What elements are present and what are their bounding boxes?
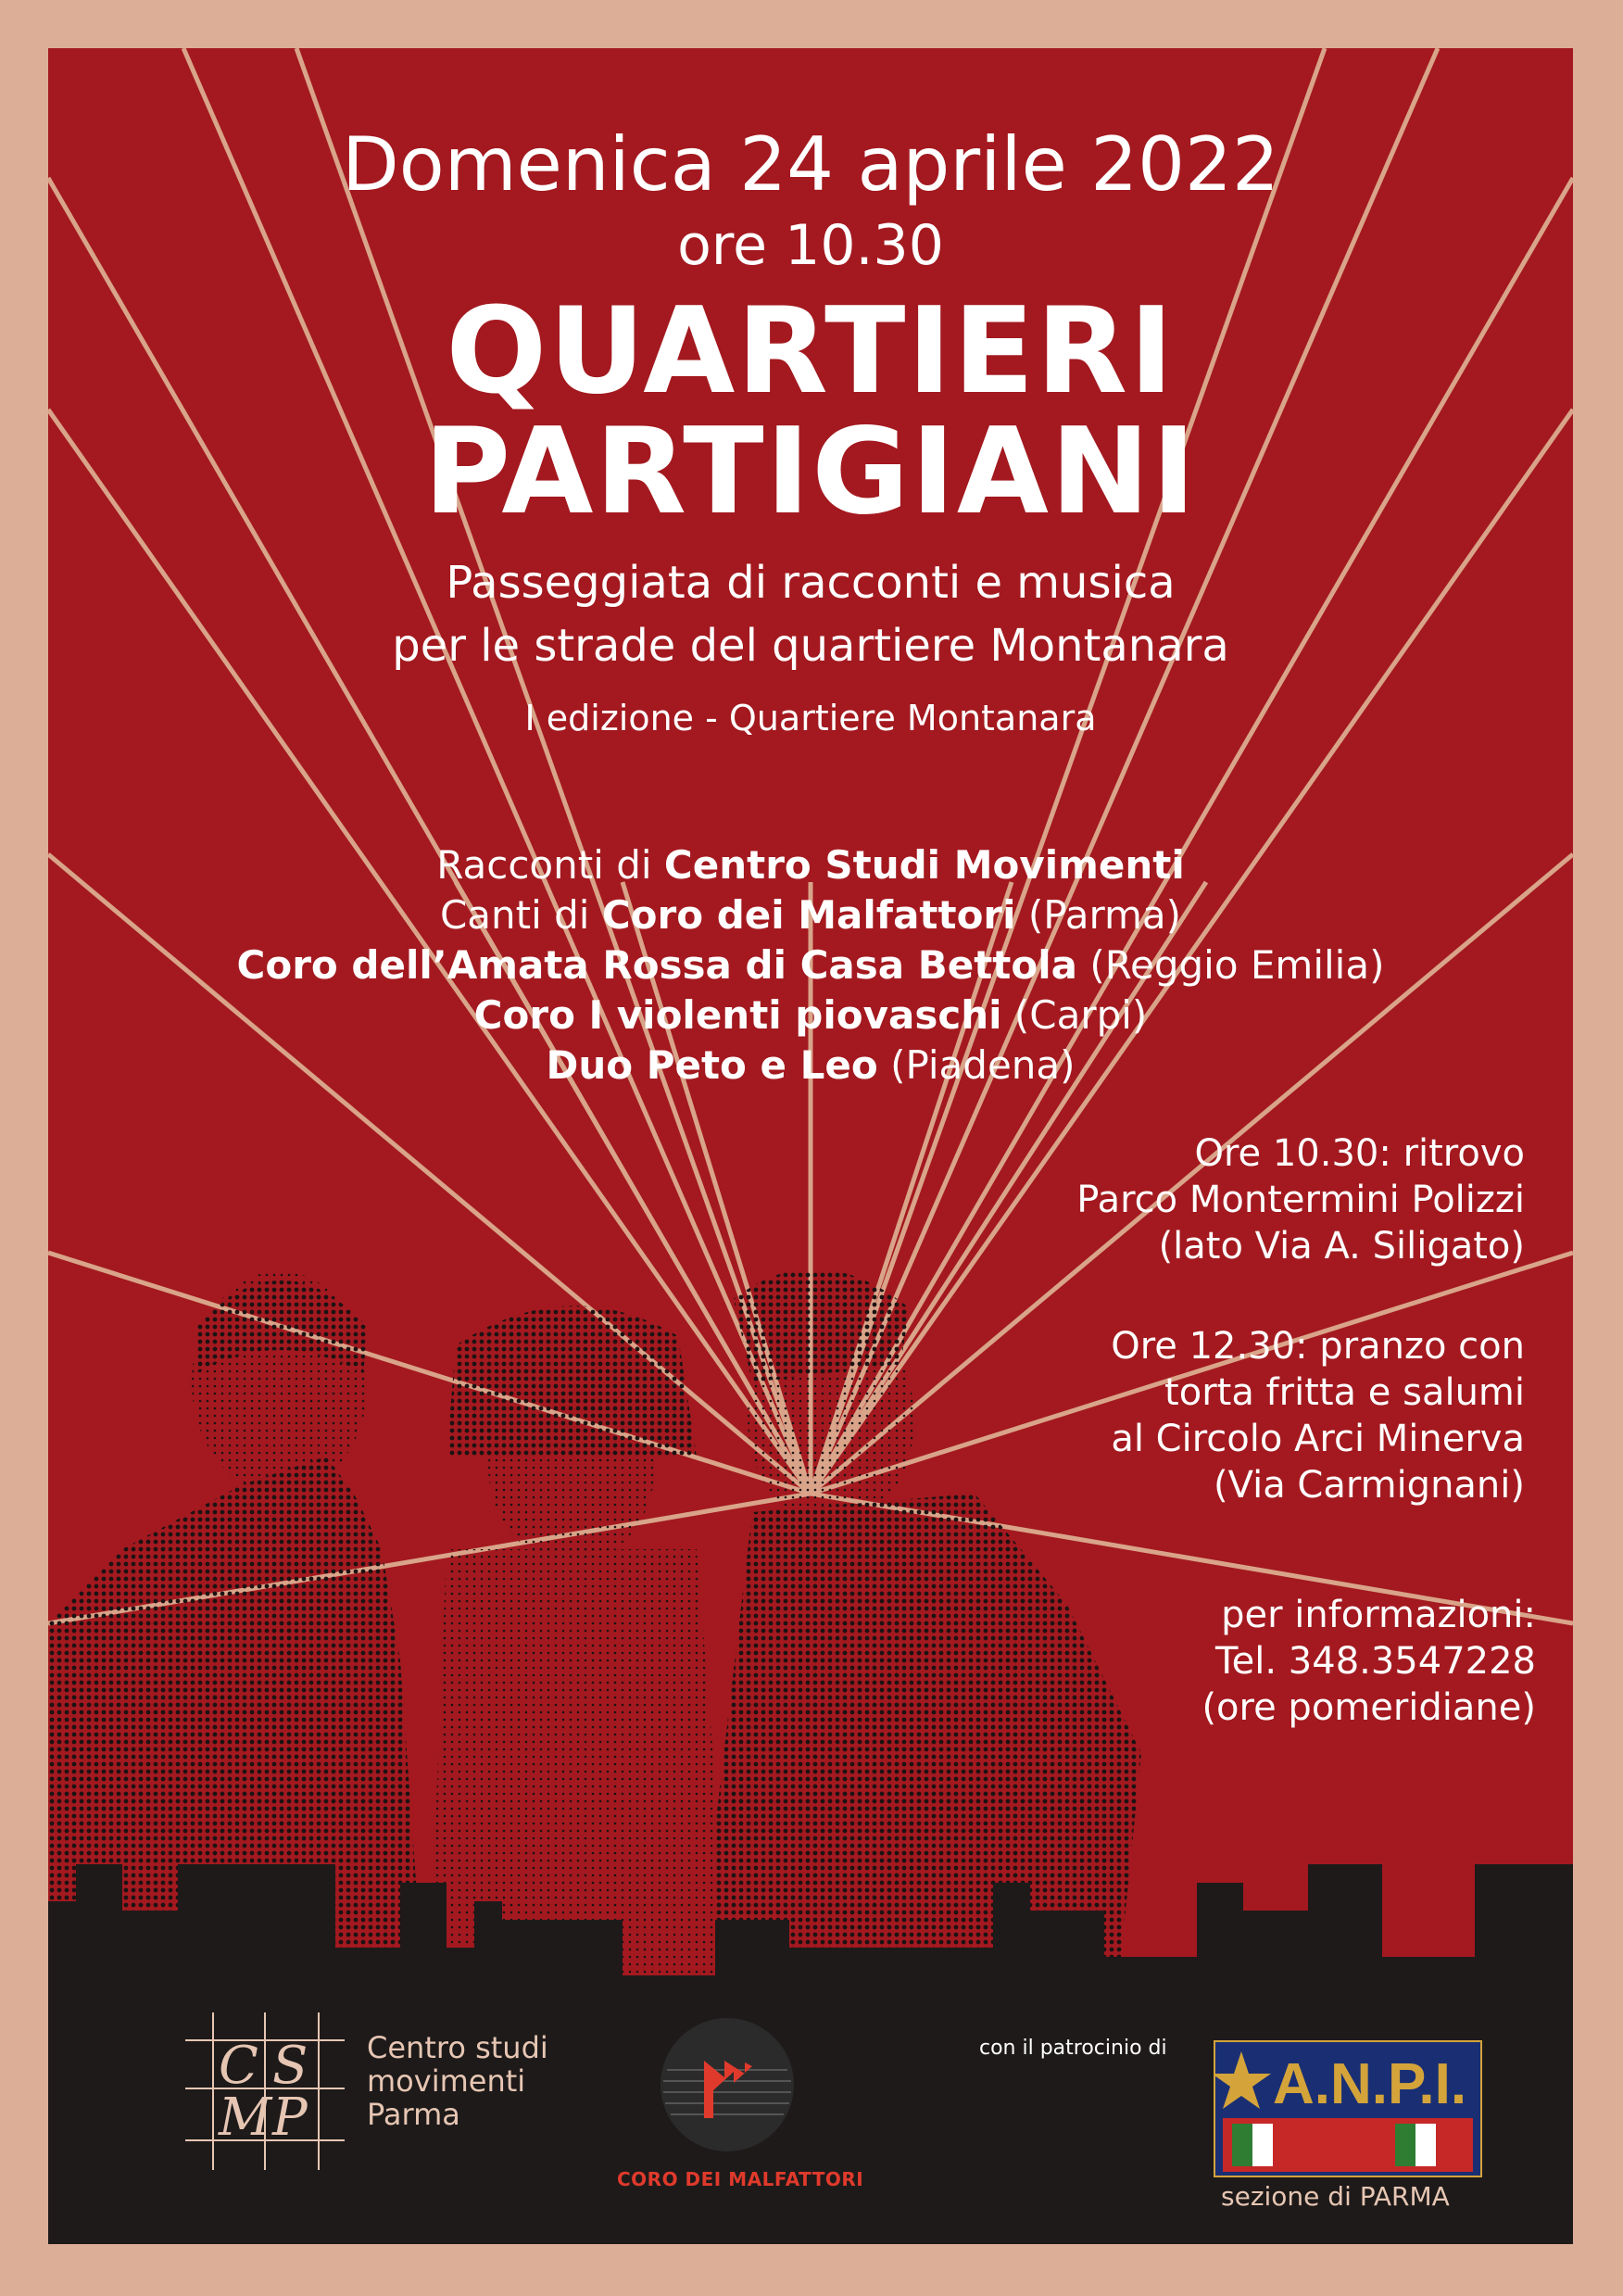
csmp-letter: M — [219, 2088, 272, 2148]
anpi-name: A.N.P.I. — [1273, 2052, 1467, 2116]
subtitle-line-2: per le strade del quartiere Montanara — [392, 620, 1229, 672]
contact-info: per informazioni: Tel. 348.3547228 (ore pomeridiane) — [1202, 1594, 1536, 1729]
title-line-1: QUARTIERI — [446, 283, 1176, 421]
lunch-info: Ore 12.30: pranzo con torta fritta e salumi al Circolo Arci Minerva (Via Carmignani) — [1111, 1325, 1525, 1507]
csmp-letter: S — [272, 2036, 308, 2096]
patronage-label: con il patrocinio di — [979, 2037, 1167, 2060]
meet-info: Ore 10.30: ritrovo Parco Montermini Polizzi (lato Via A. Siligato) — [1076, 1132, 1525, 1268]
credit-line: Canti di Coro dei Malfattori (Parma) — [439, 892, 1182, 938]
csmp-logo — [185, 2012, 345, 2170]
csmp-letter: C — [219, 2036, 258, 2096]
coro-malfattori-logo — [648, 2016, 806, 2153]
event-date: Domenica 24 aprile 2022 — [342, 121, 1279, 208]
subtitle-line-1: Passeggiata di racconti e musica — [446, 557, 1176, 609]
title-line-2: PARTIGIANI — [423, 403, 1198, 541]
coro-malfattori-name: CORO DEI MALFATTORI — [617, 2168, 864, 2190]
credit-line: Duo Peto e Leo (Piadena) — [546, 1042, 1076, 1088]
csmp-letter: P — [272, 2088, 308, 2148]
poster — [48, 48, 1573, 2244]
edition-line: I edizione - Quartiere Montanara — [524, 698, 1097, 738]
event-time: ore 10.30 — [677, 213, 944, 278]
anpi-logo — [1214, 2040, 1482, 2177]
anpi-section: sezione di PARMA — [1221, 2181, 1450, 2212]
csmp-name: Centro studi movimenti Parma — [367, 2030, 548, 2132]
credit-line: Coro dell’Amata Rossa di Casa Bettola (Reggio Emilia) — [236, 942, 1385, 988]
credit-line: Coro I violenti piovaschi (Carpi) — [473, 992, 1148, 1038]
credit-line: Racconti di Centro Studi Movimenti — [436, 842, 1185, 888]
